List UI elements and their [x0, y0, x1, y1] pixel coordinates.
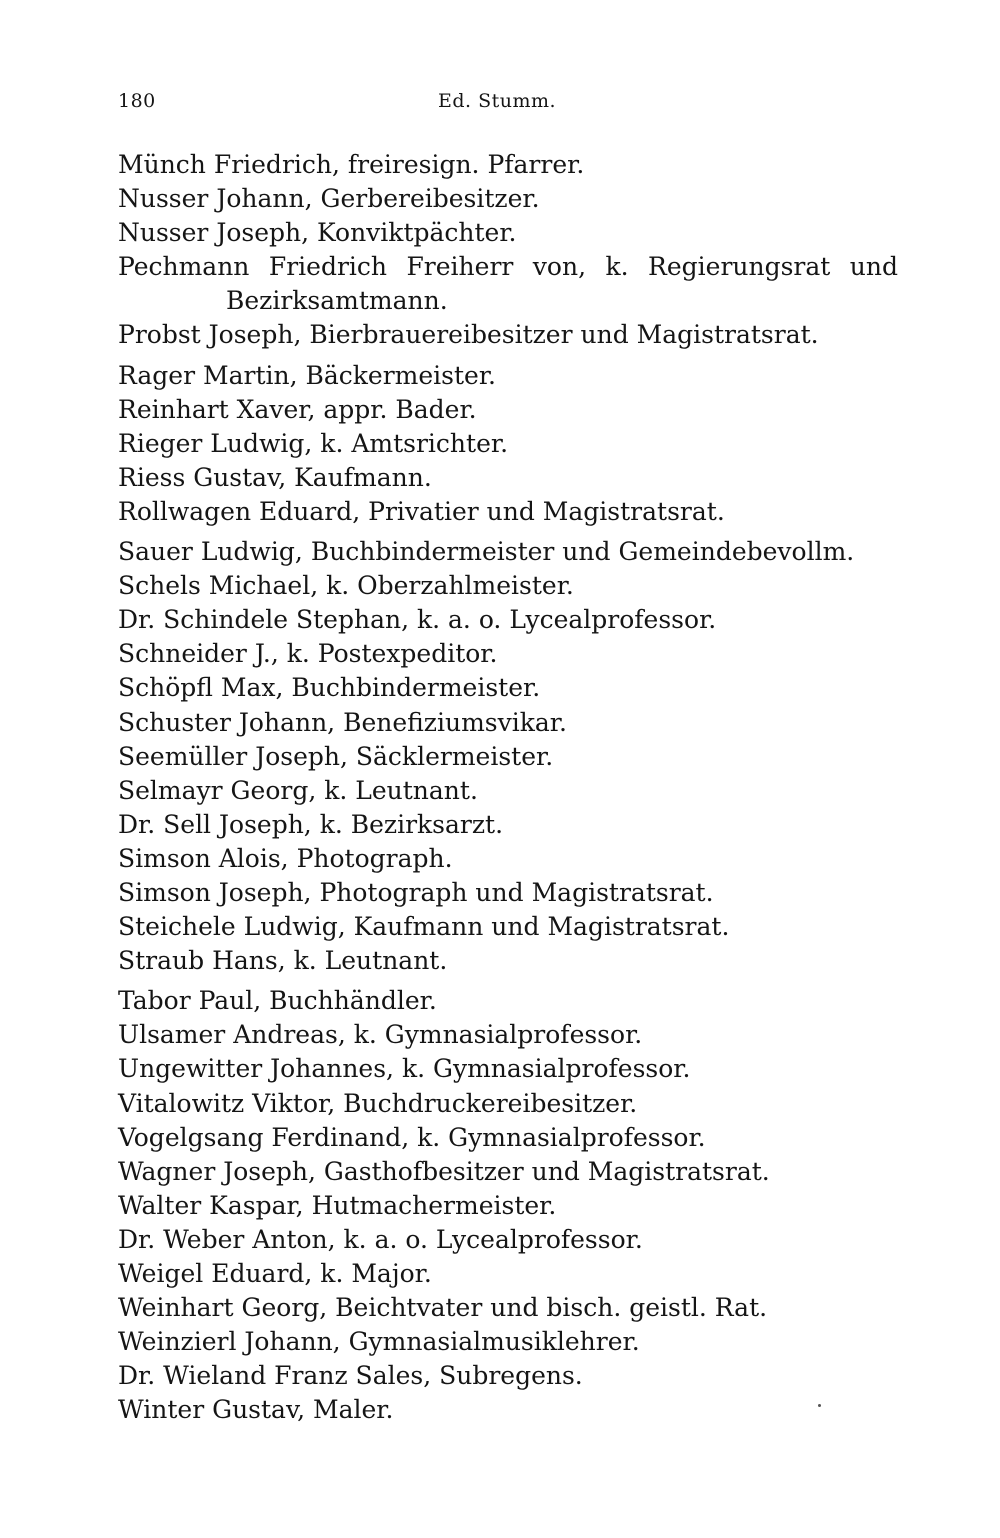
running-head: Ed. Stumm.	[438, 90, 557, 112]
list-item: Rollwagen Eduard, Privatier und Magistratsrat.	[118, 496, 725, 526]
list-item: Nusser Joseph, Konviktpächter.	[118, 218, 517, 248]
list-item: Wagner Joseph, Gasthofbesitzer und Magistratsrat.	[118, 1156, 770, 1186]
list-item: Weinhart Georg, Beichtvater und bisch. geistl. Rat.	[118, 1293, 768, 1323]
list-item: Seemüller Joseph, Säcklermeister.	[118, 741, 554, 771]
list-item: Schels Michael, k. Oberzahlmeister.	[118, 571, 574, 601]
list-item: Simson Joseph, Photograph und Magistratsrat.	[118, 877, 714, 907]
list-item: Schneider J., k. Postexpeditor.	[118, 639, 498, 669]
list-item: Reinhart Xaver, appr. Bader.	[118, 394, 477, 424]
list-item: Simson Alois, Photograph.	[118, 843, 453, 873]
list-item: Steichele Ludwig, Kaufmann und Magistratsrat.	[118, 912, 730, 942]
list-item: Probst Joseph, Bierbrauereibesitzer und Magistratsrat.	[118, 320, 819, 350]
list-item: Vitalowitz Viktor, Buchdruckereibesitzer.	[118, 1088, 638, 1118]
list-item: Weigel Eduard, k. Major.	[118, 1259, 432, 1288]
list-item: Rager Martin, Bäckermeister.	[118, 360, 496, 390]
list-item: Ungewitter Johannes, k. Gymnasialprofessor.	[118, 1054, 691, 1084]
list-item: Pechmann Friedrich Freiherr von, k. Regierungsrat und Bezirksamtmann.	[118, 252, 898, 316]
list-item: Schuster Johann, Benefiziumsvikar.	[118, 707, 567, 737]
list-item: Vogelgsang Ferdinand, k. Gymnasialprofessor.	[118, 1122, 706, 1152]
list-item: Winter Gustav, Maler.	[118, 1395, 394, 1425]
member-list	[118, 148, 898, 1427]
list-item: Weinzierl Johann, Gymnasialmusiklehrer.	[118, 1327, 640, 1357]
list-item: Dr. Sell Joseph, k. Bezirksarzt.	[118, 809, 504, 839]
print-speck	[818, 1404, 821, 1407]
list-item: Dr. Wieland Franz Sales, Subregens.	[118, 1361, 583, 1391]
list-item: Tabor Paul, Buchhändler.	[118, 986, 437, 1016]
page-number: 180	[118, 90, 156, 112]
list-item: Straub Hans, k. Leutnant.	[118, 946, 448, 976]
list-item: Walter Kaspar, Hutmachermeister.	[118, 1190, 557, 1220]
list-item: Selmayr Georg, k. Leutnant.	[118, 775, 478, 805]
list-item: Münch Friedrich, freiresign. Pfarrer.	[118, 150, 585, 179]
list-item: Dr. Schindele Stephan, k. a. o. Lycealprofessor.	[118, 605, 717, 635]
list-item: Dr. Weber Anton, k. a. o. Lycealprofessor.	[118, 1224, 643, 1254]
list-item: Schöpfl Max, Buchbindermeister.	[118, 673, 541, 703]
list-item: Ulsamer Andreas, k. Gymnasialprofessor.	[118, 1020, 643, 1050]
page-header	[118, 90, 878, 120]
list-item: Riess Gustav, Kaufmann.	[118, 462, 432, 492]
list-item: Nusser Johann, Gerbereibesitzer.	[118, 184, 540, 214]
list-item: Sauer Ludwig, Buchbindermeister und Gemeindebevollm.	[118, 537, 855, 567]
list-item: Rieger Ludwig, k. Amtsrichter.	[118, 428, 509, 458]
